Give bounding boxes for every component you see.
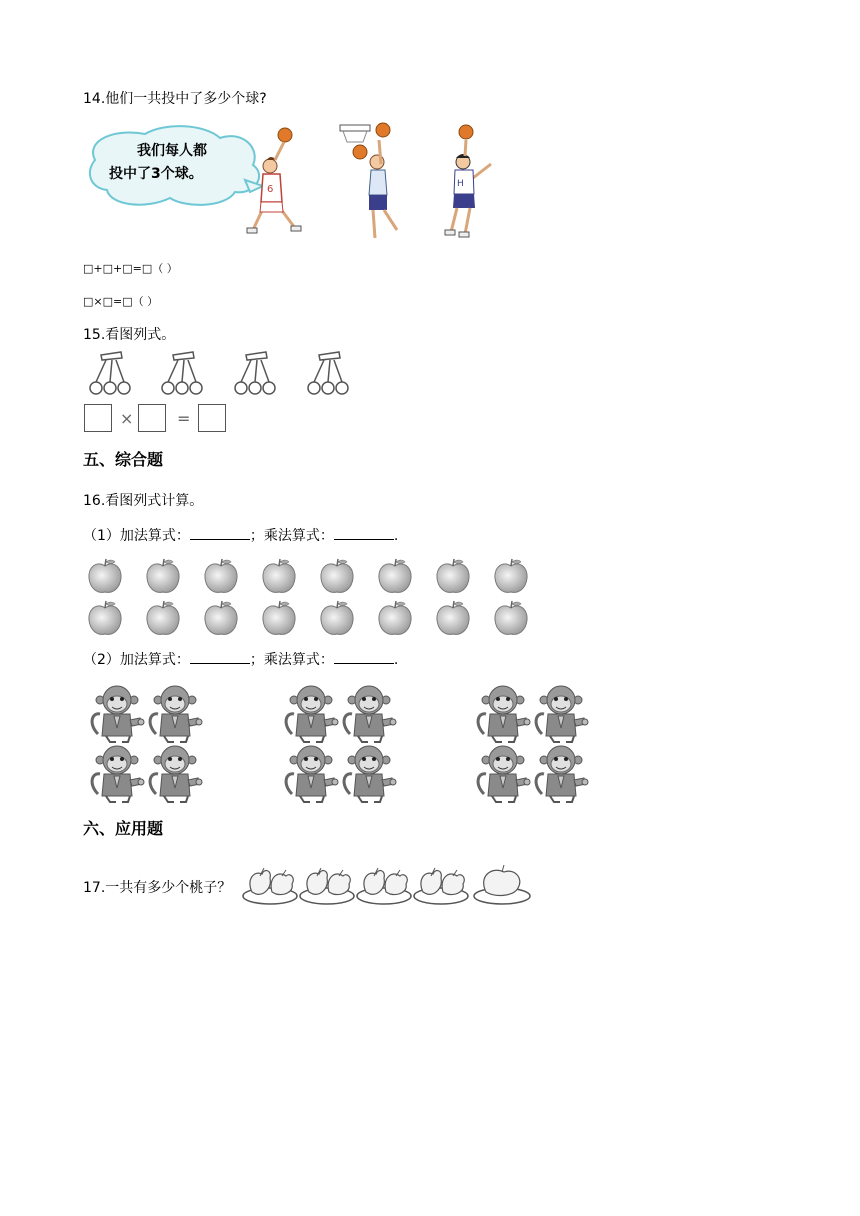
apple-icon bbox=[321, 559, 353, 592]
bubble-line1: 我们每人都 bbox=[137, 143, 207, 159]
monkey-group-3 bbox=[478, 686, 588, 802]
times-sign: × bbox=[120, 409, 134, 428]
jersey-number: 6 bbox=[267, 184, 274, 195]
q16-part1 bbox=[83, 527, 398, 544]
apple-grid bbox=[88, 556, 548, 641]
monkey-icon bbox=[150, 746, 202, 802]
answer-box-2[interactable] bbox=[138, 404, 166, 432]
basketball-player-2 bbox=[340, 123, 397, 238]
monkey-icon bbox=[536, 746, 588, 802]
multiplication-blank-1[interactable] bbox=[334, 527, 394, 540]
apple-icon bbox=[263, 559, 295, 592]
part1-end: . bbox=[393, 528, 399, 544]
apple-icon bbox=[147, 601, 179, 634]
basketball-icon bbox=[376, 123, 390, 137]
apple-icon bbox=[437, 559, 469, 592]
q14-formula-mul: □×□=□（ ） bbox=[83, 295, 159, 308]
monkey-icon bbox=[150, 686, 202, 742]
q17-title: 17.一共有多少个桃子？ bbox=[83, 880, 232, 896]
apple-icon bbox=[205, 559, 237, 592]
peach-plates bbox=[242, 862, 542, 912]
monkey-group-1 bbox=[92, 686, 202, 802]
peach-plate-icon bbox=[300, 868, 354, 904]
basketball-player-3 bbox=[445, 125, 491, 237]
apple-icon bbox=[437, 601, 469, 634]
monkey-group-2 bbox=[286, 686, 396, 802]
apple-icon bbox=[89, 559, 121, 592]
cherry-icon bbox=[162, 352, 202, 394]
q14-formula-add: □+□+□=□（ ） bbox=[83, 262, 178, 275]
part2-label: （2）加法算式： bbox=[83, 652, 190, 668]
apple-icon bbox=[205, 601, 237, 634]
apple-icon bbox=[495, 559, 527, 592]
monkey-icon bbox=[344, 746, 396, 802]
peach-plate-icon bbox=[357, 868, 411, 904]
peach-plate-icon bbox=[243, 868, 297, 904]
monkey-icon bbox=[478, 686, 530, 742]
monkey-icon bbox=[536, 686, 588, 742]
monkey-icon bbox=[92, 746, 144, 802]
part2-mid: ；乘法算式： bbox=[249, 652, 334, 668]
part1-mid: ；乘法算式： bbox=[249, 528, 334, 544]
bubble-line2: 投中了3个球。 bbox=[109, 166, 203, 182]
monkey-icon bbox=[344, 686, 396, 742]
peach-plate-icon bbox=[414, 868, 468, 904]
part1-label: （1）加法算式： bbox=[83, 528, 190, 544]
basketball-icon bbox=[278, 128, 292, 142]
basketball-icon bbox=[459, 125, 473, 139]
basketball-icon bbox=[353, 145, 367, 159]
answer-box-3[interactable] bbox=[198, 404, 226, 432]
apple-icon bbox=[147, 559, 179, 592]
peach-plate-icon bbox=[474, 865, 530, 904]
q14-illustration bbox=[85, 120, 515, 250]
answer-box-1[interactable] bbox=[84, 404, 112, 432]
addition-blank-1[interactable] bbox=[190, 527, 250, 540]
monkey-icon bbox=[92, 686, 144, 742]
apple-row-1 bbox=[89, 559, 527, 592]
apple-icon bbox=[263, 601, 295, 634]
cherry-icon bbox=[235, 352, 275, 394]
apple-icon bbox=[89, 601, 121, 634]
apple-icon bbox=[379, 559, 411, 592]
q16-part2 bbox=[83, 651, 398, 668]
jersey-number: H bbox=[457, 179, 464, 189]
addition-blank-2[interactable] bbox=[190, 651, 250, 664]
apple-icon bbox=[495, 601, 527, 634]
section5-title: 五、综合题 bbox=[83, 450, 164, 469]
apple-row-2 bbox=[89, 601, 527, 634]
apple-icon bbox=[321, 601, 353, 634]
apple-icon bbox=[379, 601, 411, 634]
multiplication-blank-2[interactable] bbox=[334, 651, 394, 664]
part2-end: . bbox=[393, 652, 399, 668]
monkey-icon bbox=[478, 746, 530, 802]
cherry-icon bbox=[308, 352, 348, 394]
q14-title: 14.他们一共投中了多少个球? bbox=[83, 91, 267, 107]
q16-title: 16.看图列式计算。 bbox=[83, 493, 204, 509]
monkey-icon bbox=[286, 686, 338, 742]
monkey-groups bbox=[92, 682, 612, 807]
monkey-icon bbox=[286, 746, 338, 802]
equals-sign: = bbox=[177, 409, 191, 428]
section6-title: 六、应用题 bbox=[83, 819, 164, 838]
q15-title: 15.看图列式。 bbox=[83, 327, 176, 343]
cherry-icon bbox=[90, 352, 130, 394]
cherry-group-row bbox=[86, 350, 386, 400]
